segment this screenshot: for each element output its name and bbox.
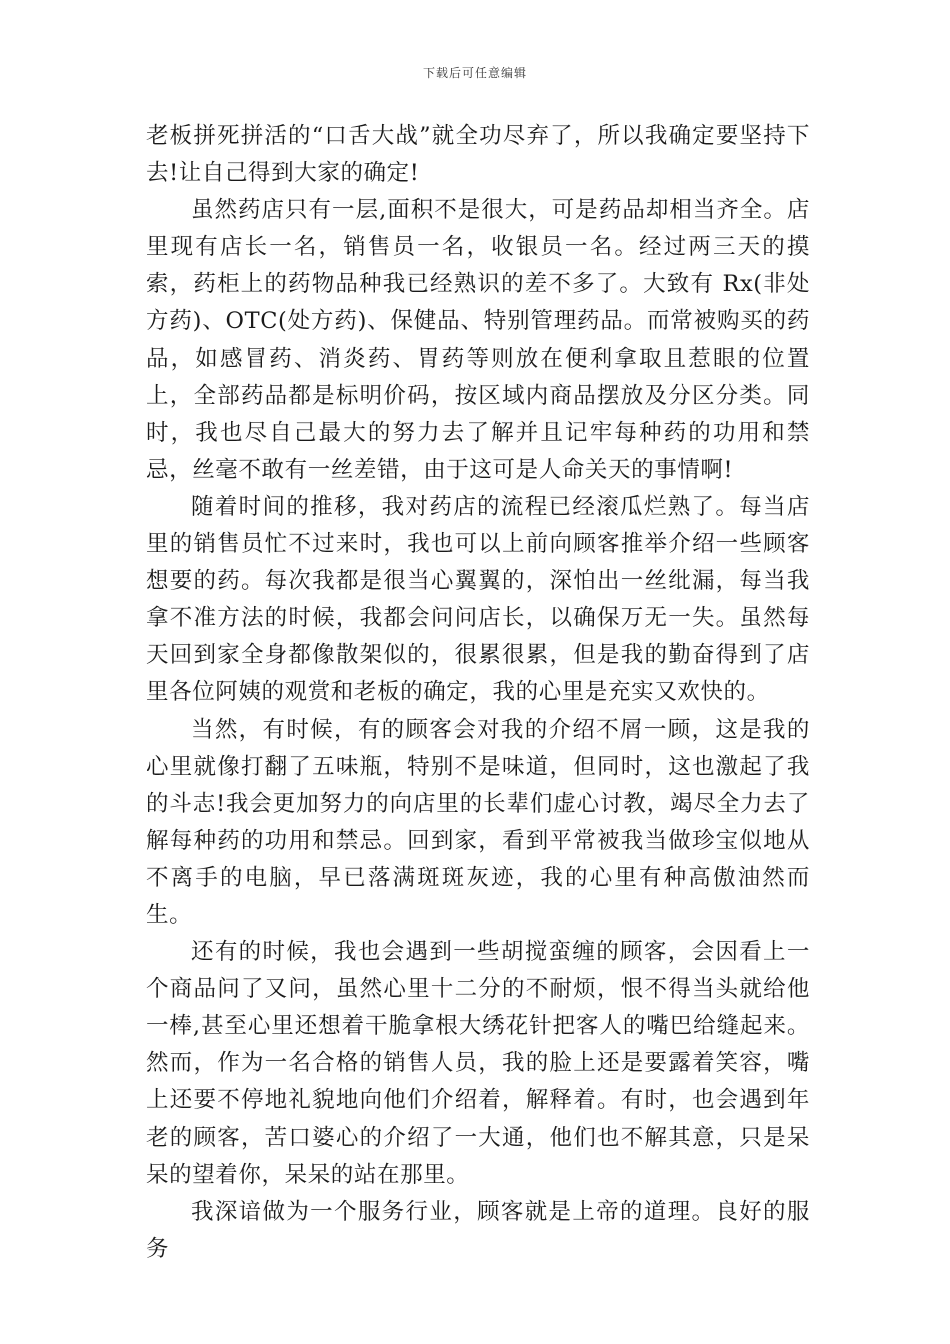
paragraph-pharmacy-overview: 虽然药店只有一层,面积不是很大，可是药品却相当齐全。店里现有店长一名，销售员一名，收银员一名。经过两三天的摸索，药柜上的药物品种我已经熟识的差不多了。大致有 Rx(非处方药)、OTC(处方药)、保健品、特别管理药品。而常被购买的药品，如感冒药、消炎药、胃药等则放在便利拿取且惹眼的位置上，全部药品都是标明价码，按区域内商品摆放及分区分类。同时，我也尽自己最大的努力去了解并且记牢每种药的功用和禁忌，丝毫不敢有一丝差错，由于这可是人命关天的事情啊! <box>146 197 810 483</box>
document-body <box>146 118 810 1268</box>
paragraph-workflow: 随着时间的推移，我对药店的流程已经滚瓜烂熟了。每当店里的销售员忙不过来时，我也可以上前向顾客推举介绍一些顾客想要的药。每次我都是很当心翼翼的，深怕出一丝纰漏，每当我拿不准方法的时候，我都会问问店长，以确保万无一失。虽然每天回到家全身都像散架似的，很累很累，但是我的勤奋得到了店里各位阿姨的观赏和老板的确定，我的心里是充实又欢快的。 <box>146 493 810 706</box>
paragraph-service-industry: 我深谙做为一个服务行业，顾客就是上帝的道理。良好的服务 <box>146 1198 810 1262</box>
paragraph-difficult-customers: 还有的时候，我也会遇到一些胡搅蛮缠的顾客，会因看上一个商品问了又问，虽然心里十二分的不耐烦，恨不得当头就给他一棒,甚至心里还想着干脆拿根大绣花针把客人的嘴巴给缝起来。然而，作为一名合格的销售人员，我的脸上还是要露着笑容，嘴上还要不停地礼貌地向他们介绍着，解释着。有时，也会遇到年老的顾客，苦口婆心的介绍了一大通，他们也不解其意，只是呆呆的望着你，呆呆的站在那里。 <box>146 939 810 1188</box>
page-header: 下载后可任意编辑 <box>422 66 527 80</box>
paragraph-customer-indifference: 当然，有时候，有的顾客会对我的介绍不屑一顾，这是我的心里就像打翻了五味瓶，特别不是味道，但同时，这也激起了我的斗志!我会更加努力的向店里的长辈们虚心讨教，竭尽全力去了解每种药的功用和禁忌。回到家，看到平常被我当做珍宝似地从不离手的电脑，早已落满斑斑灰迹，我的心里有种高傲油然而生。 <box>146 716 810 928</box>
paragraph-continuation: 老板拼死拼活的“口舌大战”就全功尽弃了，所以我确定要坚持下去!让自己得到大家的确定! <box>146 123 810 187</box>
